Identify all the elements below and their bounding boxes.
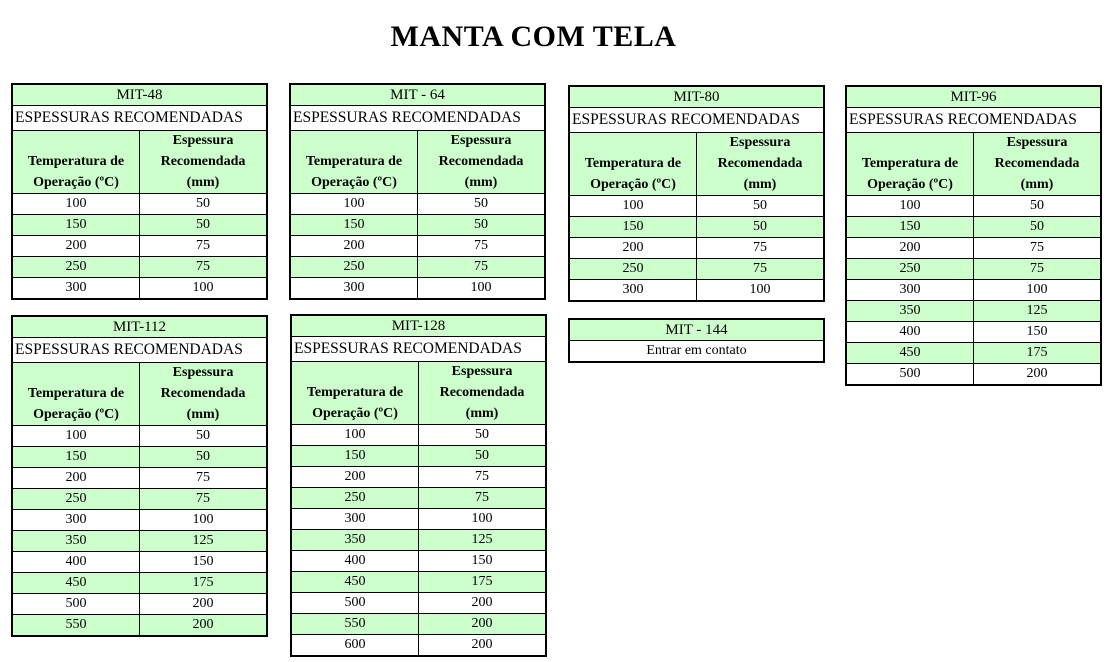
header-temp-line-2: Operação (ºC) (311, 175, 397, 190)
header-thick-line-2: Recomendada (717, 156, 803, 171)
table-name: MIT - 64 (291, 85, 544, 106)
header-thick-line-1: Espessura (729, 135, 791, 150)
header-temp-line-2: Operação (ºC) (33, 175, 119, 190)
cell-thickness: 75 (196, 238, 210, 253)
cell-temperature: 600 (292, 635, 419, 655)
page-title: MANTA COM TELA (390, 20, 677, 53)
cell-temperature: 150 (13, 447, 140, 467)
header-temp-line-1: Temperatura de (584, 156, 682, 171)
header-temp-line-1: Temperatura de (306, 385, 404, 400)
cell-thickness: 75 (753, 261, 767, 276)
table-row (847, 301, 1100, 322)
table-row (292, 614, 545, 635)
cell-temperature: 250 (13, 489, 140, 509)
header-temperature (13, 131, 140, 193)
cell-temperature: 400 (292, 551, 419, 571)
table-row (292, 635, 545, 655)
table-row (292, 446, 545, 467)
cell-temperature: 250 (13, 257, 140, 277)
table-subtitle: ESPESSURAS RECOMENDADAS (292, 337, 545, 362)
cell-thickness: 50 (474, 196, 488, 211)
cell-temperature: 300 (13, 278, 140, 298)
table-mit-48 (11, 83, 268, 300)
cell-thickness: 50 (475, 448, 489, 463)
header-temp-line-1: Temperatura de (305, 154, 403, 169)
table-name: MIT-96 (847, 87, 1100, 108)
table-row (13, 531, 266, 552)
cell-temperature: 300 (291, 278, 418, 298)
table-subtitle: ESPESSURAS RECOMENDADAS (570, 108, 823, 133)
table-row (847, 343, 1100, 364)
table-row (847, 217, 1100, 238)
cell-temperature: 150 (291, 215, 418, 235)
cell-temperature: 300 (292, 509, 419, 529)
table-row (13, 447, 266, 468)
cell-thickness: 75 (196, 470, 210, 485)
table-row (292, 593, 545, 614)
table-header (13, 131, 266, 194)
header-temp-line-2: Operação (ºC) (867, 177, 953, 192)
cell-thickness: 200 (192, 617, 214, 632)
table-header (292, 362, 545, 425)
cell-thickness: 125 (1026, 303, 1048, 318)
cell-thickness: 200 (471, 595, 493, 610)
cell-temperature: 100 (291, 194, 418, 214)
table-row (13, 552, 266, 573)
table-row (292, 488, 545, 509)
header-thick-line-2: Recomendada (160, 154, 246, 169)
cell-temperature: 150 (847, 217, 974, 237)
cell-temperature: 500 (13, 594, 140, 614)
cell-thickness: 150 (471, 553, 493, 568)
table-row (13, 594, 266, 615)
cell-temperature: 450 (13, 573, 140, 593)
cell-temperature: 100 (570, 196, 697, 216)
cell-temperature: 250 (570, 259, 697, 279)
cell-thickness: 50 (1030, 198, 1044, 213)
cell-temperature: 450 (847, 343, 974, 363)
cell-thickness: 125 (192, 533, 214, 548)
table-mit-112 (11, 315, 268, 637)
table-row (13, 194, 266, 215)
cell-thickness: 175 (192, 575, 214, 590)
table-row (847, 196, 1100, 217)
table-row (847, 322, 1100, 343)
table-row (13, 278, 266, 298)
header-thickness (974, 133, 1100, 195)
cell-thickness: 75 (753, 240, 767, 255)
table-subtitle: ESPESSURAS RECOMENDADAS (847, 108, 1100, 133)
table-header (570, 133, 823, 196)
header-thick-line-2: Recomendada (160, 386, 246, 401)
table-row (291, 257, 544, 278)
cell-temperature: 550 (292, 614, 419, 634)
table-name: MIT-48 (13, 85, 266, 106)
header-temp-line-1: Temperatura de (861, 156, 959, 171)
table-row (292, 530, 545, 551)
header-thickness (697, 133, 823, 195)
cell-temperature: 300 (847, 280, 974, 300)
header-thick-line-2: Recomendada (994, 156, 1080, 171)
cell-thickness: 75 (474, 259, 488, 274)
header-thick-line-1: Espessura (172, 133, 234, 148)
table-name: MIT-80 (570, 87, 823, 108)
header-temp-line-2: Operação (ºC) (590, 177, 676, 192)
cell-temperature: 100 (13, 426, 140, 446)
header-thickness (140, 363, 266, 425)
cell-thickness: 50 (475, 427, 489, 442)
table-row (570, 196, 823, 217)
table-row (292, 551, 545, 572)
cell-thickness: 75 (1030, 240, 1044, 255)
contact-text: Entrar em contato (646, 343, 747, 358)
header-thickness (419, 362, 545, 424)
header-thick-line-2: Recomendada (438, 154, 524, 169)
table-row (13, 426, 266, 447)
cell-temperature: 500 (847, 364, 974, 384)
cell-temperature: 100 (13, 194, 140, 214)
cell-thickness: 200 (1026, 366, 1048, 381)
header-thick-line-3: (mm) (186, 175, 220, 190)
cell-temperature: 150 (570, 217, 697, 237)
header-temperature (570, 133, 697, 195)
cell-thickness: 175 (1026, 345, 1048, 360)
table-header (847, 133, 1100, 196)
header-thick-line-3: (mm) (186, 407, 220, 422)
cell-thickness: 50 (474, 217, 488, 232)
header-thick-line-2: Recomendada (439, 385, 525, 400)
cell-temperature: 150 (13, 215, 140, 235)
table-row (13, 510, 266, 531)
cell-thickness: 50 (753, 198, 767, 213)
table-row (847, 364, 1100, 384)
header-thick-line-3: (mm) (465, 406, 499, 421)
header-thick-line-3: (mm) (1020, 177, 1054, 192)
header-temperature (847, 133, 974, 195)
table-subtitle: ESPESSURAS RECOMENDADAS (13, 338, 266, 363)
cell-temperature: 150 (292, 446, 419, 466)
table-mit-80 (568, 85, 825, 302)
table-header (291, 131, 544, 194)
cell-thickness: 75 (196, 259, 210, 274)
table-row (847, 259, 1100, 280)
table-row (291, 278, 544, 298)
table-name: MIT-128 (292, 316, 545, 337)
header-temp-line-2: Operação (ºC) (312, 406, 398, 421)
header-temperature (13, 363, 140, 425)
table-row (292, 572, 545, 593)
cell-temperature: 350 (292, 530, 419, 550)
table-row (570, 280, 823, 300)
cell-temperature: 250 (847, 259, 974, 279)
table-row (291, 194, 544, 215)
cell-thickness: 100 (749, 282, 771, 297)
table-row (847, 238, 1100, 259)
header-thick-line-1: Espessura (450, 133, 512, 148)
cell-temperature: 500 (292, 593, 419, 613)
table-row (292, 509, 545, 530)
cell-thickness: 200 (192, 596, 214, 611)
cell-thickness: 50 (753, 219, 767, 234)
cell-temperature: 100 (847, 196, 974, 216)
table-row (13, 573, 266, 594)
header-temperature (292, 362, 419, 424)
cell-thickness: 100 (470, 280, 492, 295)
table-row (291, 215, 544, 236)
header-thickness (140, 131, 266, 193)
cell-temperature: 200 (291, 236, 418, 256)
cell-thickness: 75 (474, 238, 488, 253)
table-row (570, 259, 823, 280)
cell-temperature: 200 (570, 238, 697, 258)
cell-temperature: 550 (13, 615, 140, 635)
cell-thickness: 75 (196, 491, 210, 506)
table-header (13, 363, 266, 426)
cell-temperature: 400 (13, 552, 140, 572)
table-row (13, 257, 266, 278)
cell-temperature: 250 (292, 488, 419, 508)
cell-thickness: 50 (196, 196, 210, 211)
cell-temperature: 300 (13, 510, 140, 530)
header-temp-line-1: Temperatura de (27, 154, 125, 169)
cell-thickness: 175 (471, 574, 493, 589)
table-row (13, 615, 266, 635)
cell-thickness: 100 (192, 280, 214, 295)
cell-temperature: 350 (13, 531, 140, 551)
cell-thickness: 50 (1030, 219, 1044, 234)
table-row (13, 215, 266, 236)
cell-thickness: 50 (196, 428, 210, 443)
cell-temperature: 450 (292, 572, 419, 592)
cell-thickness: 125 (471, 532, 493, 547)
table-subtitle: ESPESSURAS RECOMENDADAS (291, 106, 544, 131)
header-thick-line-1: Espessura (172, 365, 234, 380)
cell-thickness: 100 (1026, 282, 1048, 297)
table-mit-128 (290, 314, 547, 657)
header-temperature (291, 131, 418, 193)
cell-thickness: 100 (192, 512, 214, 527)
header-thick-line-1: Espessura (1006, 135, 1068, 150)
table-mit-64 (289, 83, 546, 300)
cell-thickness: 200 (471, 616, 493, 631)
header-thick-line-3: (mm) (743, 177, 777, 192)
cell-thickness: 200 (471, 637, 493, 652)
cell-thickness: 75 (1030, 261, 1044, 276)
cell-thickness: 50 (196, 217, 210, 232)
cell-thickness: 100 (471, 511, 493, 526)
cell-thickness: 75 (475, 490, 489, 505)
cell-temperature: 400 (847, 322, 974, 342)
table-row (291, 236, 544, 257)
header-temp-line-1: Temperatura de (27, 386, 125, 401)
table-row (13, 236, 266, 257)
cell-temperature: 200 (847, 238, 974, 258)
header-temp-line-2: Operação (ºC) (33, 407, 119, 422)
header-thick-line-3: (mm) (464, 175, 498, 190)
table-mit-96 (845, 85, 1102, 386)
table-subtitle: ESPESSURAS RECOMENDADAS (13, 106, 266, 131)
table-name: MIT-112 (13, 317, 266, 338)
cell-temperature: 250 (291, 257, 418, 277)
cell-thickness: 150 (192, 554, 214, 569)
table-name: MIT - 144 (570, 320, 823, 341)
header-thickness (418, 131, 544, 193)
table-row (292, 425, 545, 446)
cell-temperature: 300 (570, 280, 697, 300)
table-row (570, 238, 823, 259)
table-row (13, 468, 266, 489)
cell-temperature: 200 (13, 468, 140, 488)
table-row (292, 467, 545, 488)
table-mit-144 (568, 318, 825, 363)
cell-temperature: 350 (847, 301, 974, 321)
cell-temperature: 100 (292, 425, 419, 445)
cell-thickness: 50 (196, 449, 210, 464)
table-row (847, 280, 1100, 301)
cell-thickness: 75 (475, 469, 489, 484)
table-row (570, 217, 823, 238)
cell-temperature: 200 (292, 467, 419, 487)
cell-temperature: 200 (13, 236, 140, 256)
cell-thickness: 150 (1026, 324, 1048, 339)
header-thick-line-1: Espessura (451, 364, 513, 379)
table-row (13, 489, 266, 510)
